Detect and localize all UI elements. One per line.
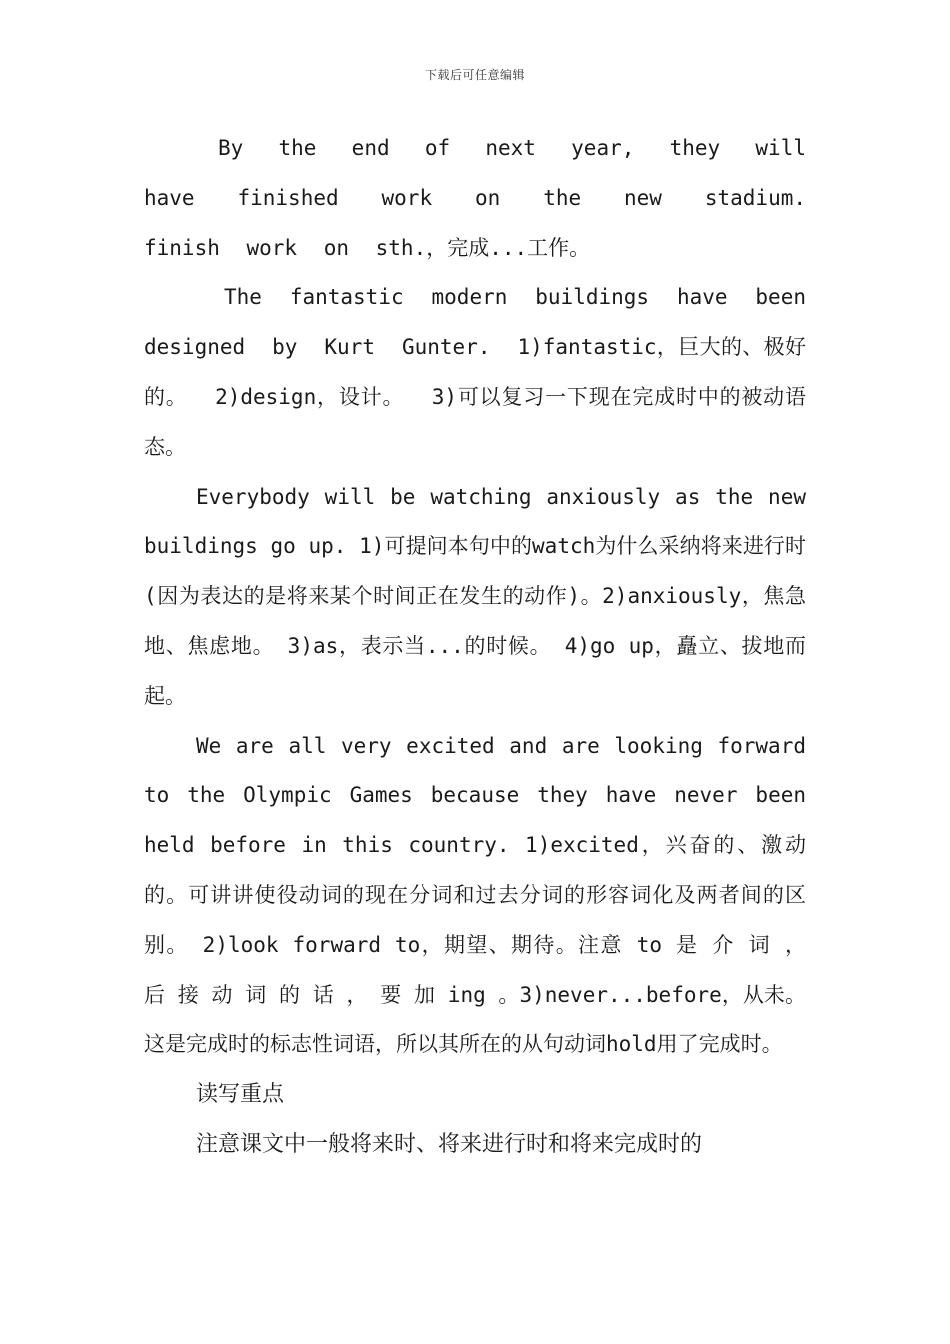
paragraph-stadium: By the end of next year, they will have finished work on the new stadium. finish work on sth.，完成...工作。 [144,136,806,260]
page-header: 下载后可任意编辑 [424,68,525,82]
paragraph-everybody-watching: Everybody will be watching anxiously as the new buildings go up. 1)可提问本句中的watch为什么采纳将来进行时(因为表达的是将来某个时间正在发生的动作)。2)anxiously，焦急地、焦虑地。 3)as，表示当...的时候。 4)go up，矗立、拔地而起。 [144,484,806,708]
paragraph-fantastic-buildings: The fantastic modern buildings have been designed by Kurt Gunter. 1)fantastic，巨大的、极好的。 2)design，设计。 3)可以复习一下现在完成时中的被动语态。 [144,285,806,459]
section-heading-reading-writing: 读写重点 [196,1082,285,1108]
paragraph-olympic-games: We are all very excited and are looking forward to the Olympic Games because they have never been held before in this country. 1)excited，兴奋的、激动的。可讲讲使役动词的现在分词和过去分词的形容词化及两者间的区别。 2)look forward to，期望、期待。注意 to 是 介 词 ， 后 接 动 词 的 话 ， 要 加 ing 。3)never...before，从未。这是完成时的标志性词语，所以其所在的从句动词hold用了完成时。 [144,733,806,1057]
paragraph-notes: 注意课文中一般将来时、将来进行时和将来完成时的 [196,1131,703,1157]
document-body [144,124,806,1170]
